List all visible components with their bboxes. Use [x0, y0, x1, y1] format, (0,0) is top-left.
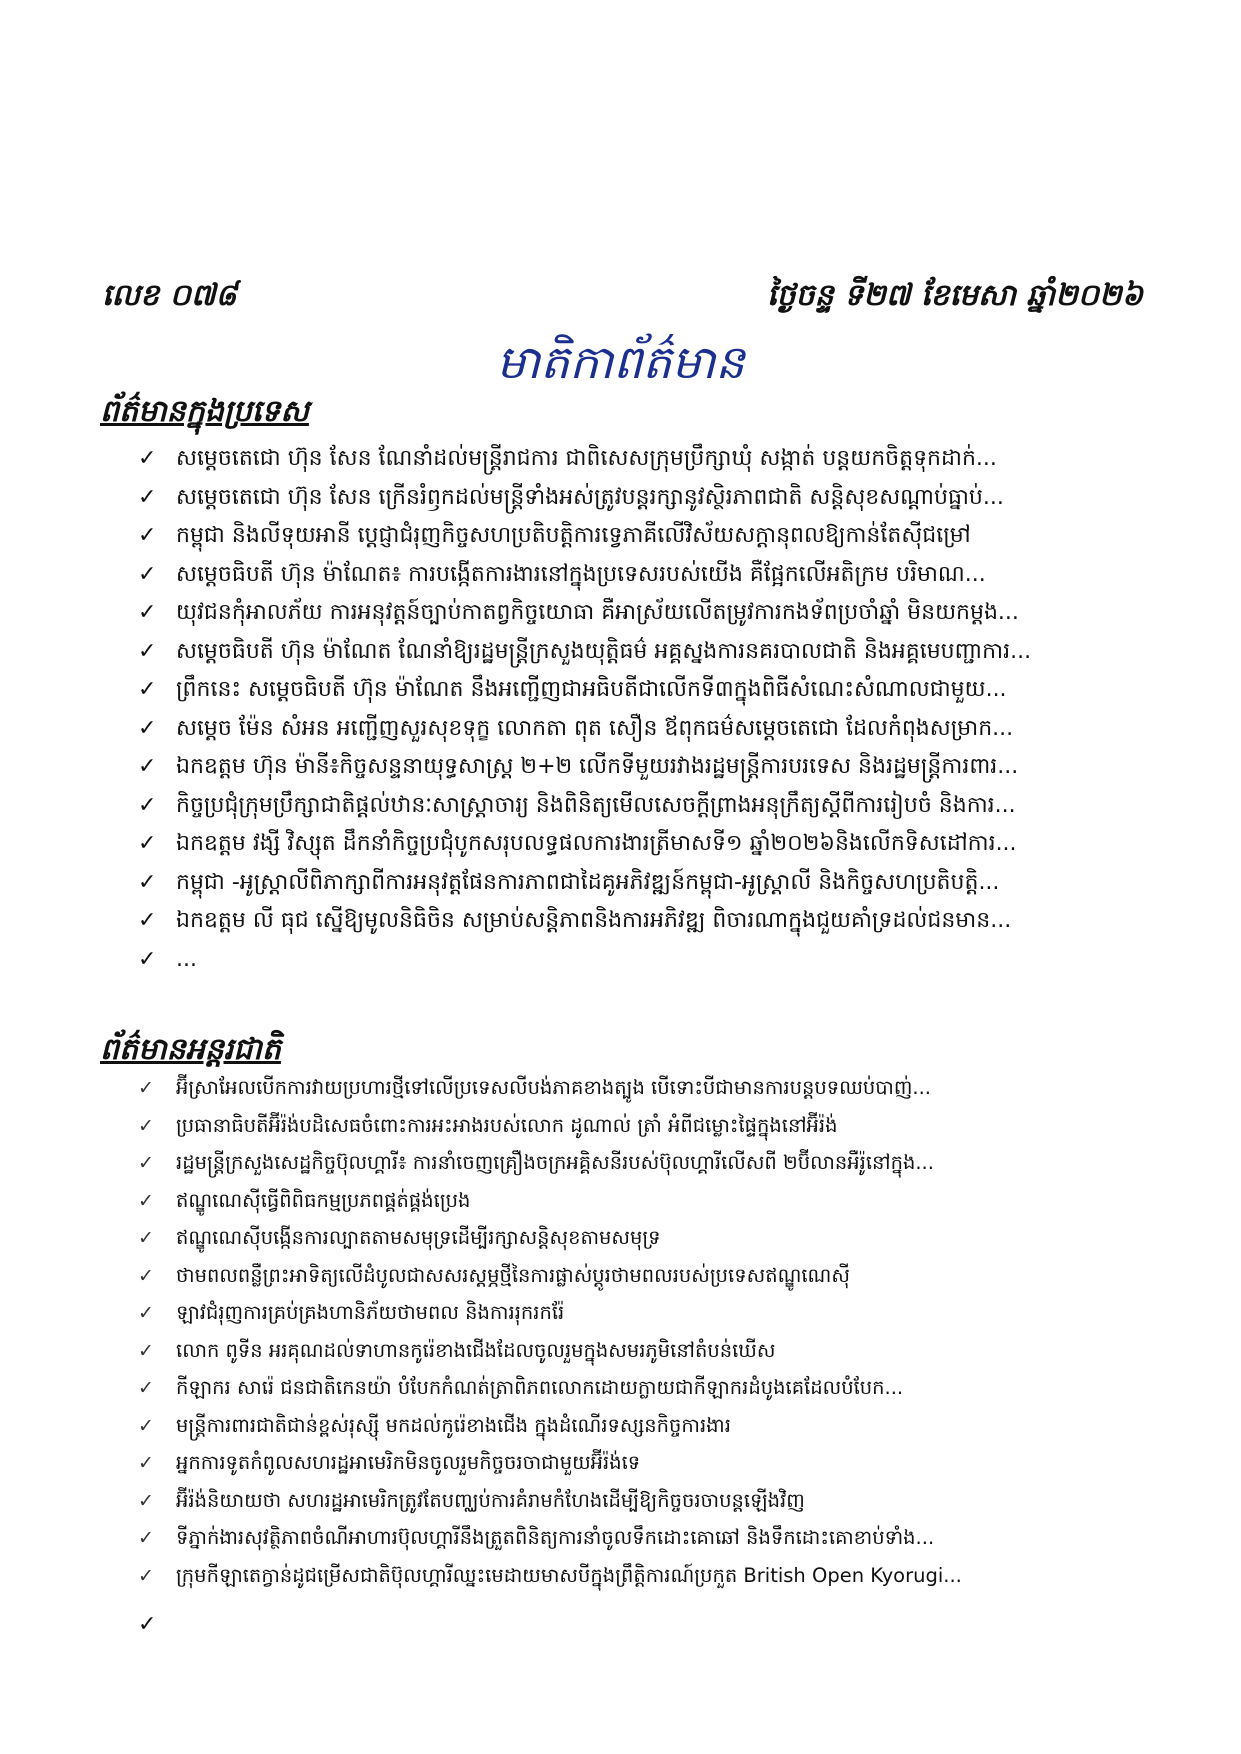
- list-item[interactable]: [138, 556, 1181, 595]
- news-headline: សម្តេចតេជោ ហ៊ុន សែន ណែនាំដល់មន្ត្រីរាជការ ជាពិសេសក្រុមប្រឹក្សាឃុំ សង្កាត់ បន្តយកចិត្តទុកដាក់...: [176, 446, 997, 471]
- list-item[interactable]: [138, 748, 1181, 787]
- list-item[interactable]: [138, 1520, 1181, 1558]
- check-icon: ✓: [138, 1264, 154, 1287]
- news-headline: លោក ពូទីន អរគុណដល់ទាហានកូរ៉េខាងជើងដែលចូលរួមក្នុងសមរភូមិនៅតំបន់ឃើស: [176, 1338, 776, 1362]
- check-icon: ✓: [138, 869, 157, 895]
- news-headline: យុវជនកុំអាលភ័យ ការអនុវត្តន៍ច្បាប់កាតព្វកិច្ចយោធា គឺអាស្រ័យលើតម្រូវការកងទ័ពប្រចាំឆ្នាំ មិនយកម្តង...: [176, 600, 1019, 625]
- check-icon: ✓: [138, 1527, 154, 1549]
- list-item[interactable]: [138, 1483, 1181, 1521]
- news-headline: សម្តេច ម៉ែន សំអន អញ្ជើញសួរសុខទុក្ខ លោកតា ពុត សឿន ឪពុកធម៌សម្តេចតេជោ ដែលកំពុងសម្រាក...: [176, 715, 1014, 741]
- check-icon: ✓: [138, 715, 157, 741]
- list-item[interactable]: [138, 1558, 1181, 1596]
- list-item[interactable]: [138, 1183, 1181, 1221]
- check-icon: ✓: [138, 1227, 154, 1249]
- news-headline: ក្រុមកីឡាតេក្វាន់ដូជម្រើសជាតិប៊ុលហ្គារីឈ្នះមេដាយមាសបីក្នុងព្រឹត្តិការណ៍ប្រកួត British Open Kyorugi...: [176, 1563, 962, 1587]
- list-item[interactable]: [138, 1445, 1181, 1483]
- list-item[interactable]: [138, 941, 1181, 980]
- check-icon: ✓: [138, 1339, 154, 1362]
- list-item[interactable]: [138, 1258, 1181, 1296]
- list-item[interactable]: [138, 864, 1181, 903]
- check-icon: ✓: [138, 561, 157, 587]
- issue-number: លេខ ០៧៨: [102, 278, 237, 313]
- news-headline: ព្រឹកនេះ សម្តេចធិបតី ហ៊ុន ម៉ាណែត នឹងអញ្ជើញជាអធិបតីជាលើកទី៣ក្នុងពិធីសំណេះសំណាលជាមួយ...: [176, 677, 1007, 702]
- check-icon: ✓: [138, 831, 157, 856]
- news-headline: ...: [176, 946, 197, 972]
- list-item[interactable]: [138, 440, 1181, 479]
- list-item[interactable]: [138, 710, 1181, 749]
- news-headline: រដ្ឋមន្ត្រីក្រសួងសេដ្ឋកិច្ចប៊ុលហ្គារី៖ ការនាំចេញគ្រឿងចក្រអគ្គិសនីរបស់ប៊ុលហ្គារីលើសពី ២ប៊ីលានអឺរ៉ូនៅក្នុង...: [176, 1151, 934, 1174]
- check-icon: ✓: [138, 600, 157, 625]
- news-headline: អ៊ីរ៉ង់និយាយថា សហរដ្ឋអាមេរិកត្រូវតែបញ្ឈប់ការគំរាមកំហែងដើម្បីឱ្យកិច្ចចរចាបន្តឡើងវិញ: [176, 1488, 805, 1512]
- list-item[interactable]: [138, 1145, 1181, 1183]
- check-icon: ✓: [138, 1414, 154, 1437]
- international-news-list: [138, 1070, 1181, 1595]
- news-headline: ឯកឧត្តម ហ៊ុន ម៉ានី៖កិច្ចសន្ទនាយុទ្ធសាស្ត្រ ២+២ លើកទីមួយរវាងរដ្ឋមន្ត្រីការបរទេស និងរដ្ឋមន្ត្រីការពារ...: [176, 754, 1019, 779]
- check-icon: ✓: [138, 1189, 154, 1212]
- news-headline: មន្ត្រីការពារជាតិជាន់ខ្ពស់រុស្ស៊ី មកដល់កូរ៉េខាងជើង ក្នុងដំណើរទស្សនកិច្ចការងារ: [176, 1413, 731, 1437]
- check-icon: ✓: [138, 1114, 154, 1137]
- check-icon: ✓: [138, 1377, 154, 1399]
- news-headline: ឯកឧត្តម វង្សី វិស្សុត ដឹកនាំកិច្ចប្រជុំបូកសរុបលទ្ធផលការងារត្រីមាសទី១ ឆ្នាំ២០២៦និងលើកទិសដៅការ...: [176, 831, 1017, 856]
- list-item[interactable]: [138, 594, 1181, 633]
- news-headline: អ្នកការទូតកំពូលសហរដ្ឋអាមេរិកមិនចូលរួមកិច្ចចរចាជាមួយអ៊ីរ៉ង់ទេ: [176, 1451, 641, 1474]
- check-icon: ✓: [138, 1564, 154, 1587]
- news-headline: កីឡាករ សារ៉េ ជនជាតិកេនយ៉ា បំបែកកំណត់ត្រាពិភពលោកដោយក្លាយជាកីឡាករដំបូងគេដែលបំបែក...: [176, 1376, 904, 1399]
- news-headline: សម្តេចធិបតី ហ៊ុន ម៉ាណែត៖ ការបង្កើតការងារនៅក្នុងប្រទេសរបស់យើង គឺផ្អែកលើអតិក្រម បរិមាណ...: [176, 561, 986, 587]
- news-headline: ទីភ្នាក់ងារសុវត្ថិភាពចំណីអាហារប៊ុលហ្គារីនឹងត្រួតពិនិត្យការនាំចូលទឹកដោះគោឆៅ និងទឹកដោះគោខាប់ទាំង...: [176, 1526, 935, 1549]
- news-headline: កិច្ចប្រជុំក្រុមប្រឹក្សាជាតិផ្តល់ឋានៈសាស្ត្រាចារ្យ និងពិនិត្យមើលសេចក្តីព្រាងអនុក្រឹត្យស្តីពីការរៀបចំ និងការ...: [176, 792, 1016, 818]
- list-item[interactable]: [138, 479, 1181, 518]
- list-item[interactable]: [138, 1408, 1181, 1446]
- check-icon: ✓: [138, 523, 157, 548]
- check-icon: ✓: [138, 638, 157, 664]
- list-item[interactable]: [138, 1295, 1181, 1333]
- check-icon: ✓: [138, 946, 157, 972]
- list-item[interactable]: [138, 902, 1181, 941]
- check-icon: ✓: [138, 1077, 154, 1099]
- list-item[interactable]: [138, 825, 1181, 864]
- list-item[interactable]: [138, 1220, 1181, 1258]
- news-headline: ប្រធានាធិបតីអ៊ីរ៉ង់បដិសេធចំពោះការអះអាងរបស់លោក ដូណាល់ ត្រាំ អំពីជម្លោះផ្ទៃក្នុងនៅអ៊ីរ៉ង់: [176, 1113, 838, 1137]
- check-icon: ✓: [138, 484, 157, 510]
- news-headline: កម្ពុជា និងលីទុយអានី ប្តេជ្ញាជំរុញកិច្ចសហប្រតិបត្តិការទ្វេភាគីលើវិស័យសក្តានុពលឱ្យកាន់តែស៊ីជម្រៅ: [176, 523, 971, 548]
- list-item[interactable]: [138, 1370, 1181, 1408]
- section-heading-international: ព័ត៌មានអន្តរជាតិ: [100, 1032, 281, 1067]
- issue-date: ថ្ងៃចន្ទ ទី២៧ ខែមេសា ឆ្នាំ២០២៦: [766, 278, 1143, 313]
- domestic-news-list: [138, 440, 1181, 979]
- news-headline: អ៊ីស្រាអែលបើកការវាយប្រហារថ្មីទៅលើប្រទេសលីបង់ភាគខាងត្បូង បើទោះបីជាមានការបន្តបទឈប់បាញ់...: [176, 1076, 931, 1099]
- news-headline: សម្តេចធិបតី ហ៊ុន ម៉ាណែត ណែនាំឱ្យរដ្ឋមន្ត្រីក្រសួងយុត្តិធម៌ អគ្គស្នងការនគរបាលជាតិ និងអគ្គមេបញ្ជាការ...: [176, 638, 1032, 664]
- list-item[interactable]: [138, 671, 1181, 710]
- list-item[interactable]: [138, 1333, 1181, 1371]
- section-heading-domestic: ព័ត៌មានក្នុងប្រទេស: [100, 394, 309, 429]
- news-headline: ឯកឧត្តម លី ធុជ ស្នើឱ្យមូលនិធិចិន សម្រាប់សន្តិភាពនិងការអភិវឌ្ឍ ពិចារណាក្នុងជួយគាំទ្រដល់ជនមាន...: [176, 908, 1012, 933]
- list-item[interactable]: [138, 633, 1181, 672]
- check-icon: ✓: [138, 1452, 154, 1474]
- news-headline: ឡាវជំរុញការគ្រប់គ្រងហានិភ័យថាមពល និងការរុករករ៉ែ: [176, 1301, 565, 1324]
- page-title: មាតិកាព័ត៌មាន: [496, 335, 745, 389]
- check-icon: ✓: [138, 1302, 154, 1324]
- check-icon: ✓: [138, 446, 157, 471]
- list-item[interactable]: [138, 787, 1181, 826]
- news-headline: ឥណ្ឌូណេស៊ីធ្វើពិពិធកម្មប្រភពផ្គត់ផ្គង់ប្រេង: [176, 1188, 471, 1212]
- news-headline: ថាមពលពន្លឺព្រះអាទិត្យលើដំបូលជាសសរស្តម្ភថ្មីនៃការផ្លាស់ប្តូរថាមពលរបស់ប្រទេសឥណ្ឌូណេស៊ី: [176, 1263, 850, 1287]
- check-icon: ✓: [138, 1152, 154, 1174]
- check-icon: ✓: [138, 1489, 154, 1512]
- list-item[interactable]: [138, 1070, 1181, 1108]
- check-icon: ✓: [138, 792, 157, 818]
- list-item[interactable]: [138, 517, 1181, 556]
- check-icon: ✓: [138, 908, 157, 933]
- news-headline: សម្តេចតេជោ ហ៊ុន សែន ក្រើនរំឭកដល់មន្ត្រីទាំងអស់ត្រូវបន្តរក្សានូវស្ថិរភាពជាតិ សន្តិសុខសណ្តាប់ធ្នាប់...: [176, 484, 1004, 510]
- list-item[interactable]: [138, 1108, 1181, 1146]
- news-headline: ឥណ្ឌូណេស៊ីបង្កើនការល្បាតតាមសមុទ្រដើម្បីរក្សាសន្តិសុខតាមសមុទ្រ: [176, 1226, 661, 1249]
- check-icon: ✓: [138, 1612, 157, 1637]
- news-headline: កម្ពុជា -អូស្ត្រាលីពិភាក្សាពីការអនុវត្តផែនការភាពជាដៃគូអភិវឌ្ឍន៍កម្ពុជា-អូស្ត្រាលី និងកិច្ចសហប្រតិបត្តិ...: [176, 869, 1000, 895]
- check-icon: ✓: [138, 677, 157, 702]
- check-icon: ✓: [138, 754, 157, 779]
